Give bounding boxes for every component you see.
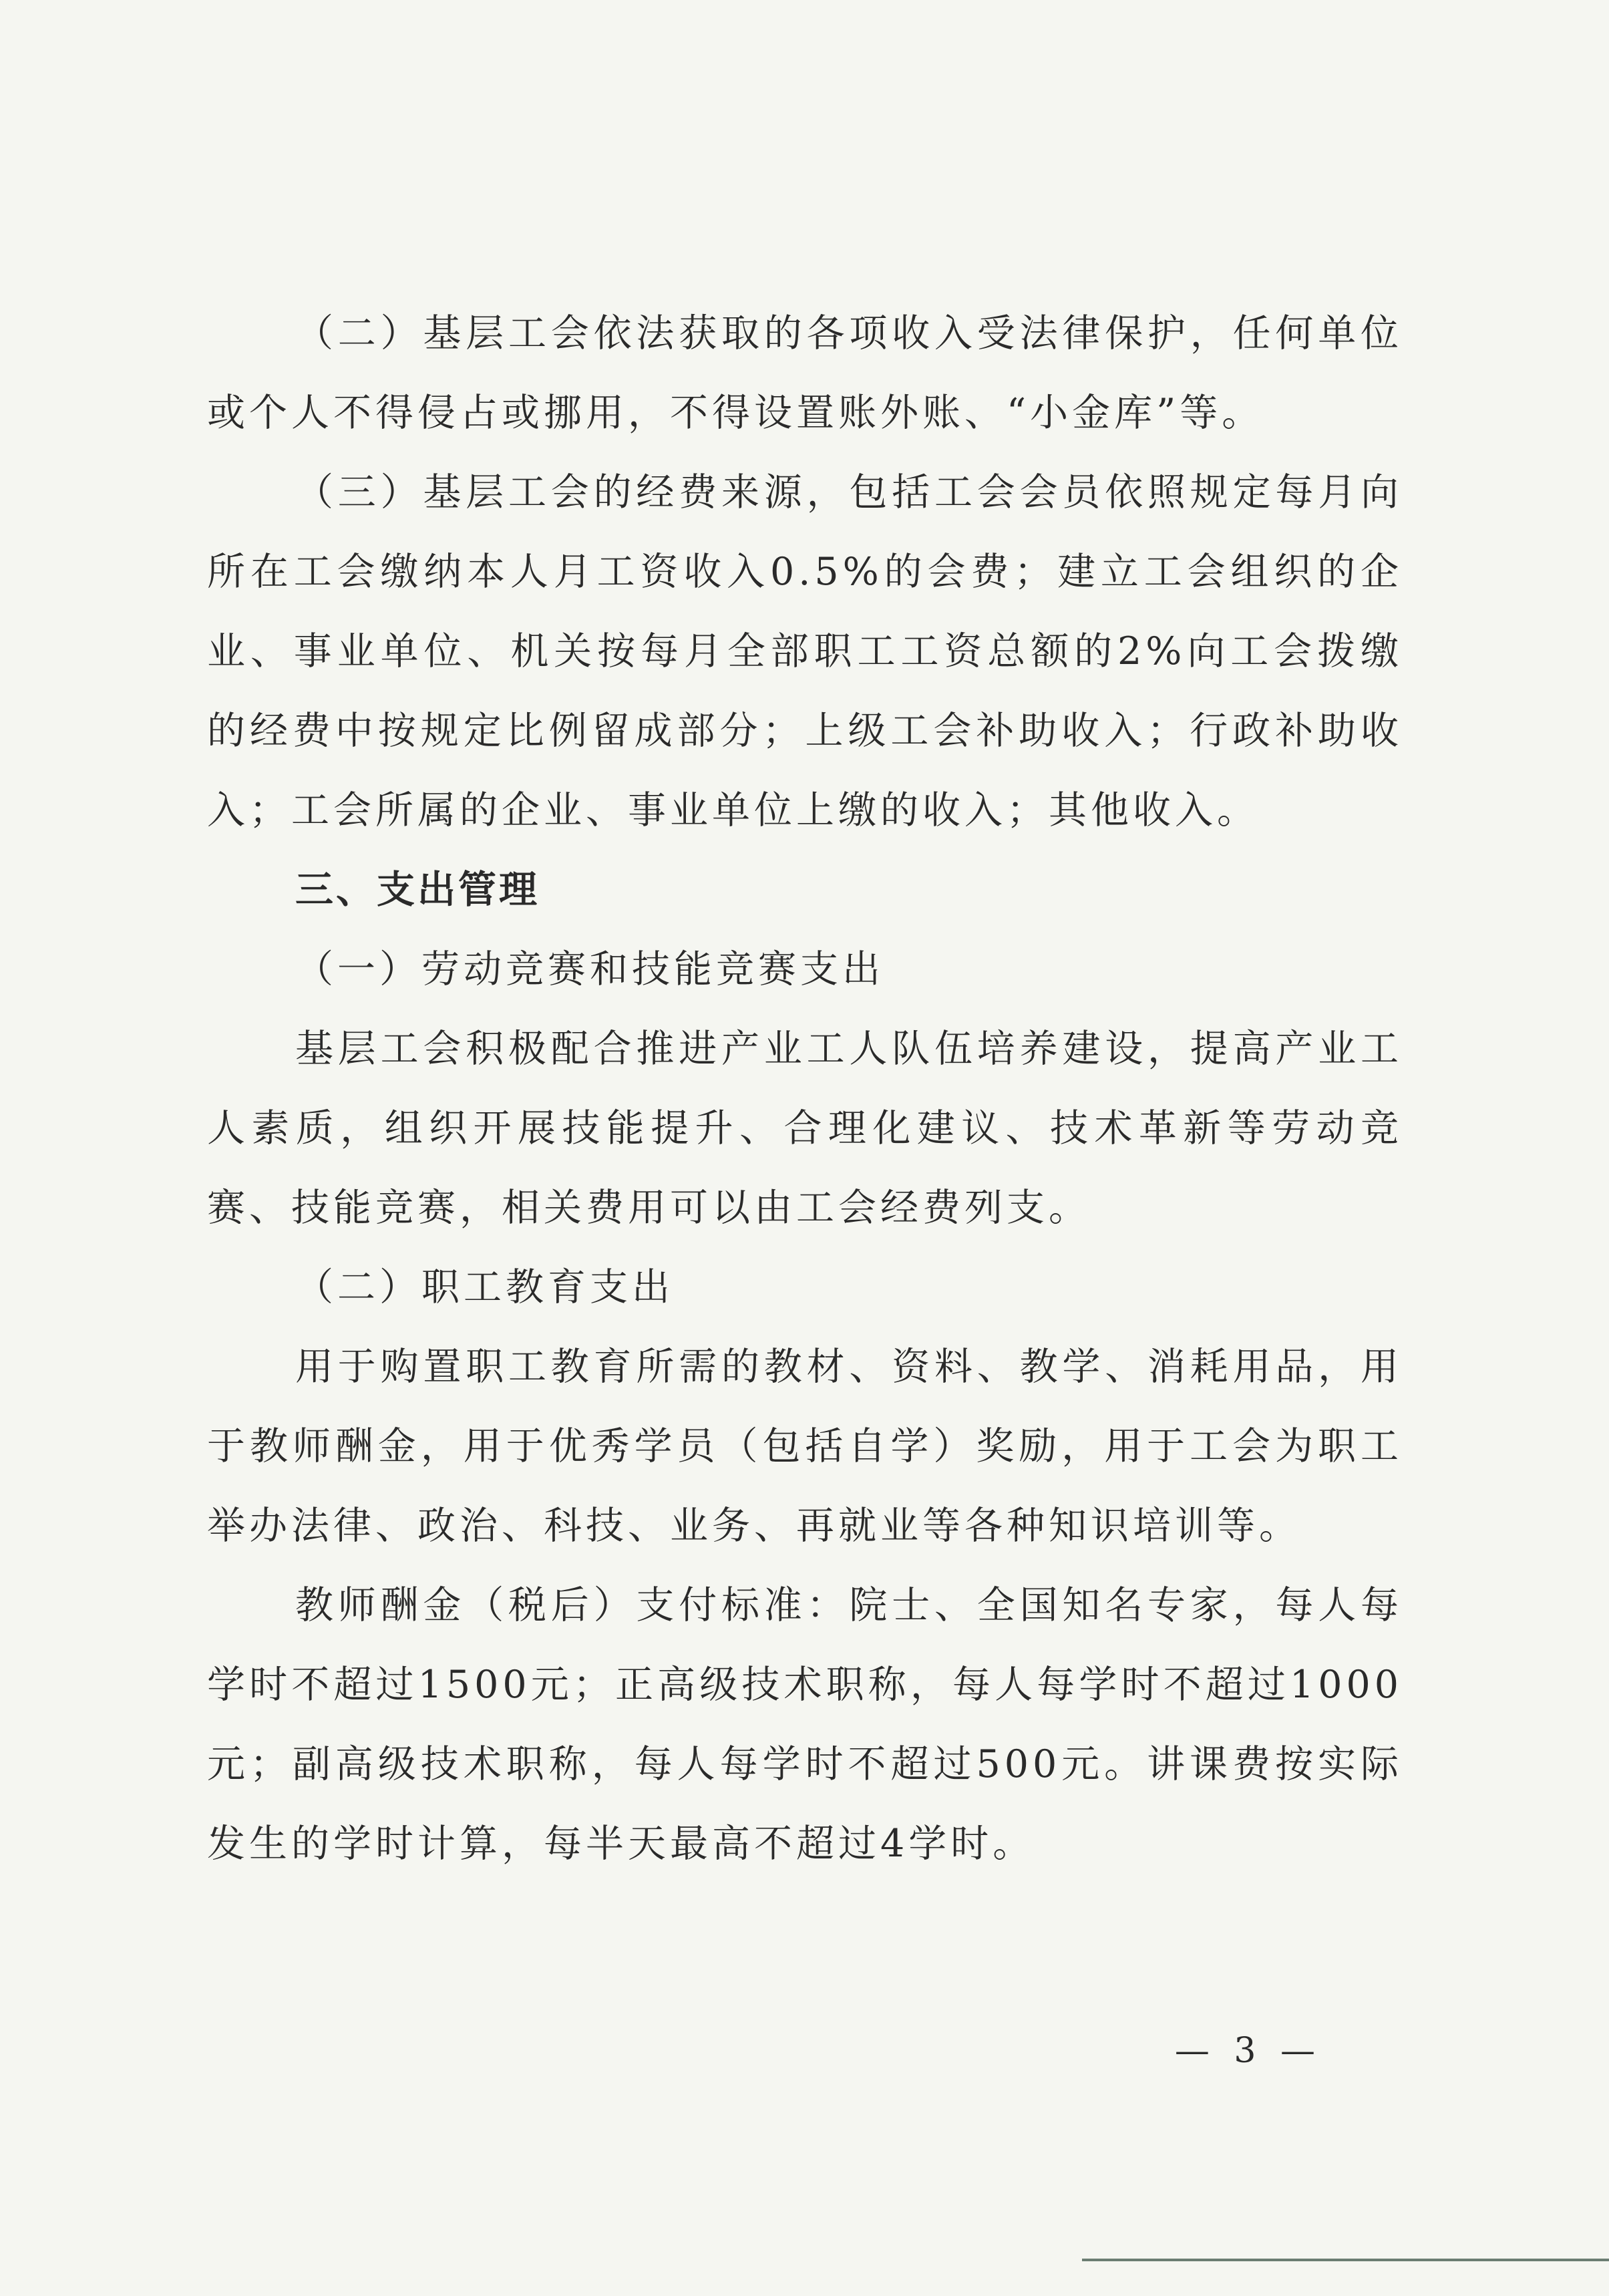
paragraph-income-protection: （二）基层工会依法获取的各项收入受法律保护，任何单位或个人不得侵占或挪用，不得设置账外账、“小金库”等。 (207, 311, 1403, 435)
scan-edge-line (1082, 2259, 1609, 2261)
paragraph-funding-sources: （三）基层工会的经费来源，包括工会会员依照规定每月向所在工会缴纳本人月工资收入0.5%的会费；建立工会组织的企业、事业单位、机关按每月全部职工工资总额的2%向工会拨缴的经费中按规定比例留成部分；上级工会补助收入；行政补助收入；工会所属的企业、事业单位上缴的收入；其他收入。 (207, 470, 1403, 832)
subheading-education-expenditure: （二）职工教育支出 (295, 1265, 674, 1309)
paragraph-teacher-fees: 教师酬金（税后）支付标准：院士、全国知名专家，每人每学时不超过1500元；正高级技术职称，每人每学时不超过1000元；副高级技术职称，每人每学时不超过500元。讲课费按实际发生的学时计算，每半天最高不超过4学时。 (207, 1583, 1403, 1866)
document-body (207, 294, 1403, 1884)
page-number: — 3 — (1174, 2031, 1322, 2071)
section-heading-expenditure: 三、支出管理 (295, 868, 540, 912)
paragraph-education-expenditure: 用于购置职工教育所需的教材、资料、教学、消耗用品，用于教师酬金，用于优秀学员（包括自学）奖励，用于工会为职工举办法律、政治、科技、业务、再就业等各种知识培训等。 (207, 1345, 1403, 1548)
subheading-competition-expenditure: （一）劳动竞赛和技能竞赛支出 (295, 947, 884, 991)
paragraph-competition-expenditure: 基层工会积极配合推进产业工人队伍培养建设，提高产业工人素质，组织开展技能提升、合理化建议、技术革新等劳动竞赛、技能竞赛，相关费用可以由工会经费列支。 (207, 1027, 1403, 1230)
